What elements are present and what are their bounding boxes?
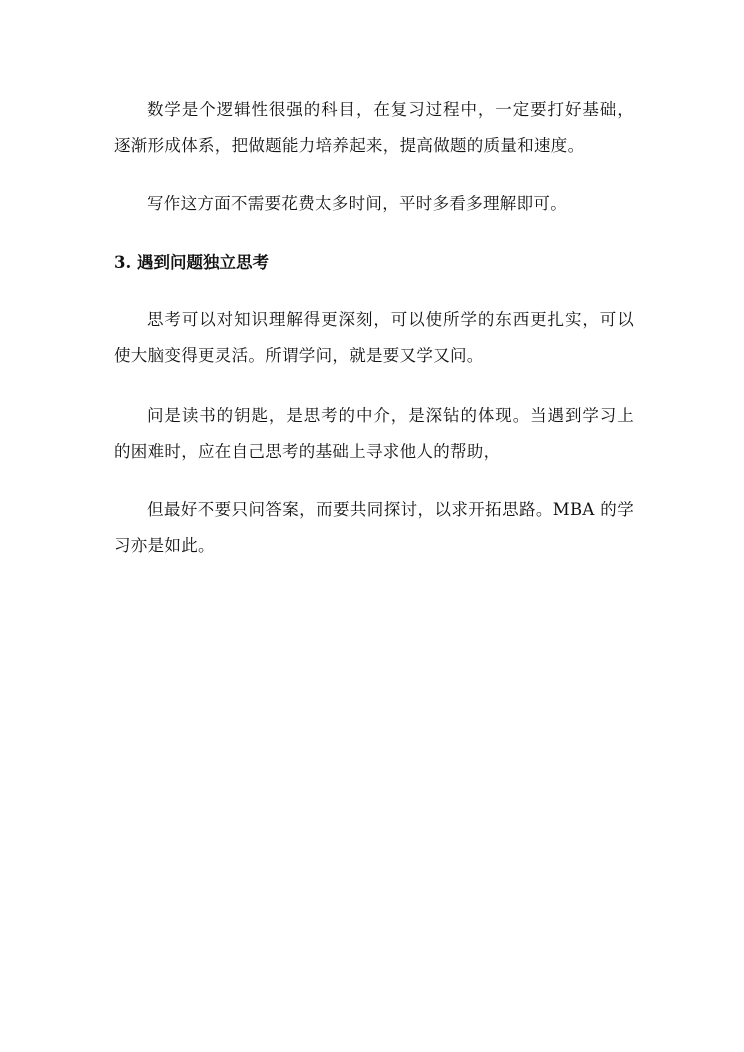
section-heading: 3. 遇到问题独立思考 [114, 253, 269, 272]
paragraph-math: 数学是个逻辑性很强的科目，在复习过程中，一定要打好基础，逐渐形成体系，把做题能力培养起来，提高做题的质量和速度。 [114, 100, 634, 155]
paragraph-thinking: 思考可以对知识理解得更深刻，可以使所学的东西更扎实，可以使大脑变得更灵活。所谓学问，就是要又学又问。 [114, 310, 634, 365]
paragraph-writing: 写作这方面不需要花费太多时间，平时多看多理解即可。 [147, 194, 567, 213]
paragraph-asking: 问是读书的钥匙，是思考的中介，是深钻的体现。当遇到学习上的困难时，应在自己思考的基础上寻求他人的帮助， [114, 406, 634, 461]
paragraph-discussion: 但最好不要只问答案，而要共同探讨，以求开拓思路。MBA 的学习亦是如此。 [114, 500, 634, 555]
